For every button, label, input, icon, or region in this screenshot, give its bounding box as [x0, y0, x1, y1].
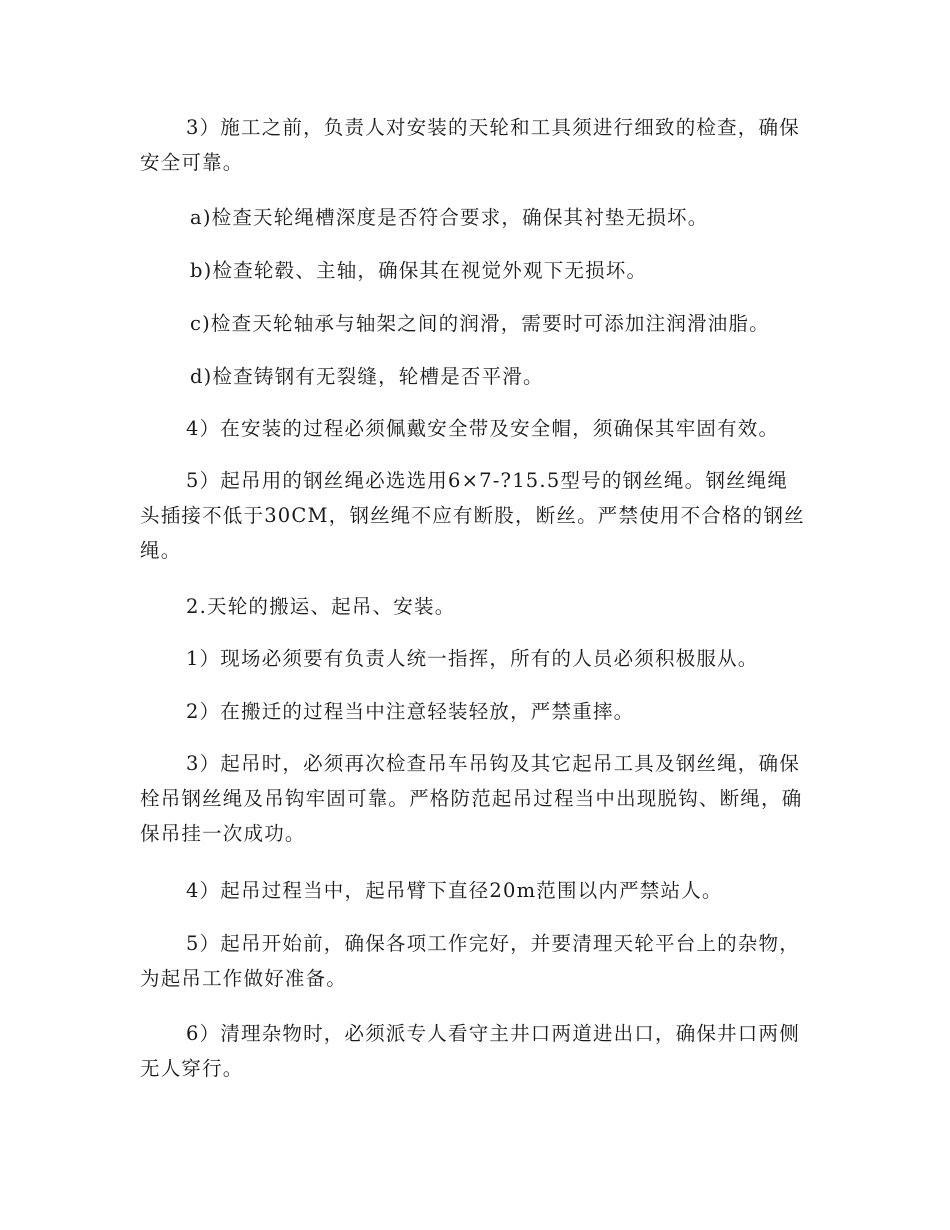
paragraph-2: a)检查天轮绳槽深度是否符合要求，确保其衬垫无损坏。: [190, 206, 709, 229]
paragraph-4: c)检查天轮轴承与轴架之间的润滑，需要时可添加注润滑油脂。: [190, 312, 770, 335]
paragraph-13: 5）起吊开始前，确保各项工作完好，并要清理天轮平台上的杂物，为起吊工作做好准备。: [140, 932, 800, 990]
paragraph-3: b)检查轮毂、主轴，确保其在视觉外观下无损坏。: [190, 259, 648, 282]
paragraph-1: 3）施工之前，负责人对安装的天轮和工具须进行细致的检查，确保安全可靠。: [140, 116, 800, 174]
paragraph-10: 2）在搬迁的过程当中注意轻装轻放，严禁重摔。: [186, 700, 635, 723]
paragraph-9: 1）现场必须要有负责人统一指挥，所有的人员必须积极服从。: [186, 647, 759, 670]
paragraph-6: 4）在安装的过程必须佩戴安全带及安全帽，须确保其牢固有效。: [186, 417, 780, 440]
paragraph-11: 3）起吊时，必须再次检查吊车吊钩及其它起吊工具及钢丝绳，确保栓吊钢丝绳及吊钩牢固可靠。严格防范起吊过程当中出现脱钩、断绳，确保吊挂一次成功。: [140, 752, 803, 845]
paragraph-5: d)检查铸钢有无裂缝，轮槽是否平滑。: [190, 365, 544, 388]
paragraph-8: 2.天轮的搬运、起吊、安装。: [186, 595, 456, 618]
paragraph-12: 4）起吊过程当中，起吊臂下直径20m范围以内严禁站人。: [186, 879, 723, 902]
paragraph-7: 5）起吊用的钢丝绳必选选用6×7-?15.5型号的钢丝绳。钢丝绳绳头插接不低于30CM，钢丝绳不应有断股，断丝。严禁使用不合格的钢丝绳。: [140, 469, 805, 562]
paragraph-14: 6）清理杂物时，必须派专人看守主井口两道进出口，确保井口两侧无人穿行。: [140, 1022, 800, 1080]
